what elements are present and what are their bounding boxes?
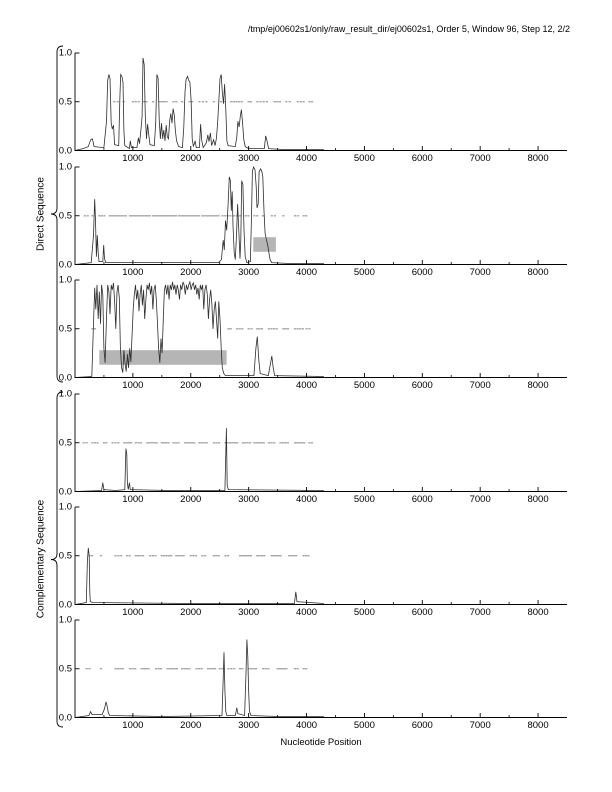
y-tick-label: 1.0 [58, 274, 72, 286]
x-tick-label: 6000 [411, 607, 433, 618]
y-tick-label: 1.0 [58, 388, 72, 400]
x-tick-label: 8000 [527, 720, 549, 731]
x-tick-label: 5000 [353, 153, 375, 164]
x-tick-label: 3000 [238, 607, 260, 618]
x-tick-label: 7000 [469, 494, 491, 505]
x-tick-label: 1000 [122, 380, 144, 391]
x-tick-label: 2000 [180, 153, 202, 164]
x-tick-label: 6000 [411, 267, 433, 278]
x-tick-label: 8000 [527, 153, 549, 164]
x-tick-label: 3000 [238, 267, 260, 278]
x-tick-label: 5000 [353, 494, 375, 505]
x-tick-label: 2000 [180, 380, 202, 391]
y-tick-label: 0.0 [58, 712, 72, 723]
x-tick-label: 8000 [527, 267, 549, 278]
y-tick-label: 0.0 [58, 486, 72, 497]
y-tick-label: 1.0 [58, 614, 72, 626]
x-tick-label: 4000 [295, 720, 318, 731]
x-tick-label: 1000 [122, 494, 144, 505]
x-tick-label: 8000 [527, 607, 549, 618]
x-tick-label: 5000 [353, 267, 375, 278]
y-tick-label: 0.0 [58, 259, 72, 270]
x-tick-label: 2000 [180, 607, 202, 618]
x-tick-label: 6000 [411, 720, 433, 731]
x-tick-label: 8000 [527, 380, 549, 391]
y-tick-label: 0.0 [58, 599, 72, 610]
x-tick-label: 7000 [469, 153, 491, 164]
y-tick-label: 0.5 [58, 210, 72, 222]
x-tick-label: 6000 [411, 153, 433, 164]
x-tick-label: 4000 [295, 607, 318, 618]
x-tick-label: 7000 [469, 720, 491, 731]
x-tick-label: 5000 [353, 607, 375, 618]
group-label-direct-sequence: Direct Sequence [35, 177, 47, 251]
y-tick-label: 0.0 [58, 372, 72, 383]
y-tick-label: 0.5 [58, 437, 72, 449]
y-tick-label: 0.5 [58, 663, 72, 675]
x-tick-label: 3000 [238, 380, 260, 391]
x-tick-label: 3000 [238, 494, 260, 505]
y-tick-label: 0.0 [58, 145, 72, 156]
x-tick-label: 8000 [527, 494, 549, 505]
x-tick-label: 7000 [469, 380, 491, 391]
x-axis-title: Nucleotide Position [280, 737, 362, 748]
x-tick-label: 4000 [295, 267, 318, 278]
y-tick-label: 1.0 [58, 501, 72, 513]
x-tick-label: 1000 [122, 720, 144, 731]
x-tick-label: 1000 [122, 267, 144, 278]
y-tick-label: 1.0 [58, 161, 72, 173]
x-tick-label: 1000 [122, 607, 144, 618]
x-tick-label: 5000 [353, 720, 375, 731]
y-tick-label: 0.5 [58, 550, 72, 562]
x-tick-label: 5000 [353, 380, 375, 391]
plot-title: /tmp/ej00602s1/only/raw_result_dir/ej00602s1, Order 5, Window 96, Step 12, 2/2 [247, 24, 570, 34]
group-label-complementary-sequence: Complementary Sequence [35, 499, 47, 619]
x-tick-label: 4000 [295, 153, 318, 164]
x-tick-label: 4000 [295, 380, 318, 391]
x-tick-label: 6000 [411, 380, 433, 391]
x-tick-label: 2000 [180, 267, 202, 278]
x-tick-label: 2000 [180, 494, 202, 505]
x-tick-label: 3000 [238, 720, 260, 731]
x-tick-label: 6000 [411, 494, 433, 505]
x-tick-label: 4000 [295, 494, 318, 505]
x-tick-label: 1000 [122, 153, 144, 164]
y-tick-label: 0.5 [58, 96, 72, 108]
x-tick-label: 7000 [469, 607, 491, 618]
x-tick-label: 7000 [469, 267, 491, 278]
x-tick-label: 3000 [238, 153, 260, 164]
y-tick-label: 0.5 [58, 323, 72, 335]
x-tick-label: 2000 [180, 720, 202, 731]
y-tick-label: 1.0 [58, 47, 72, 59]
